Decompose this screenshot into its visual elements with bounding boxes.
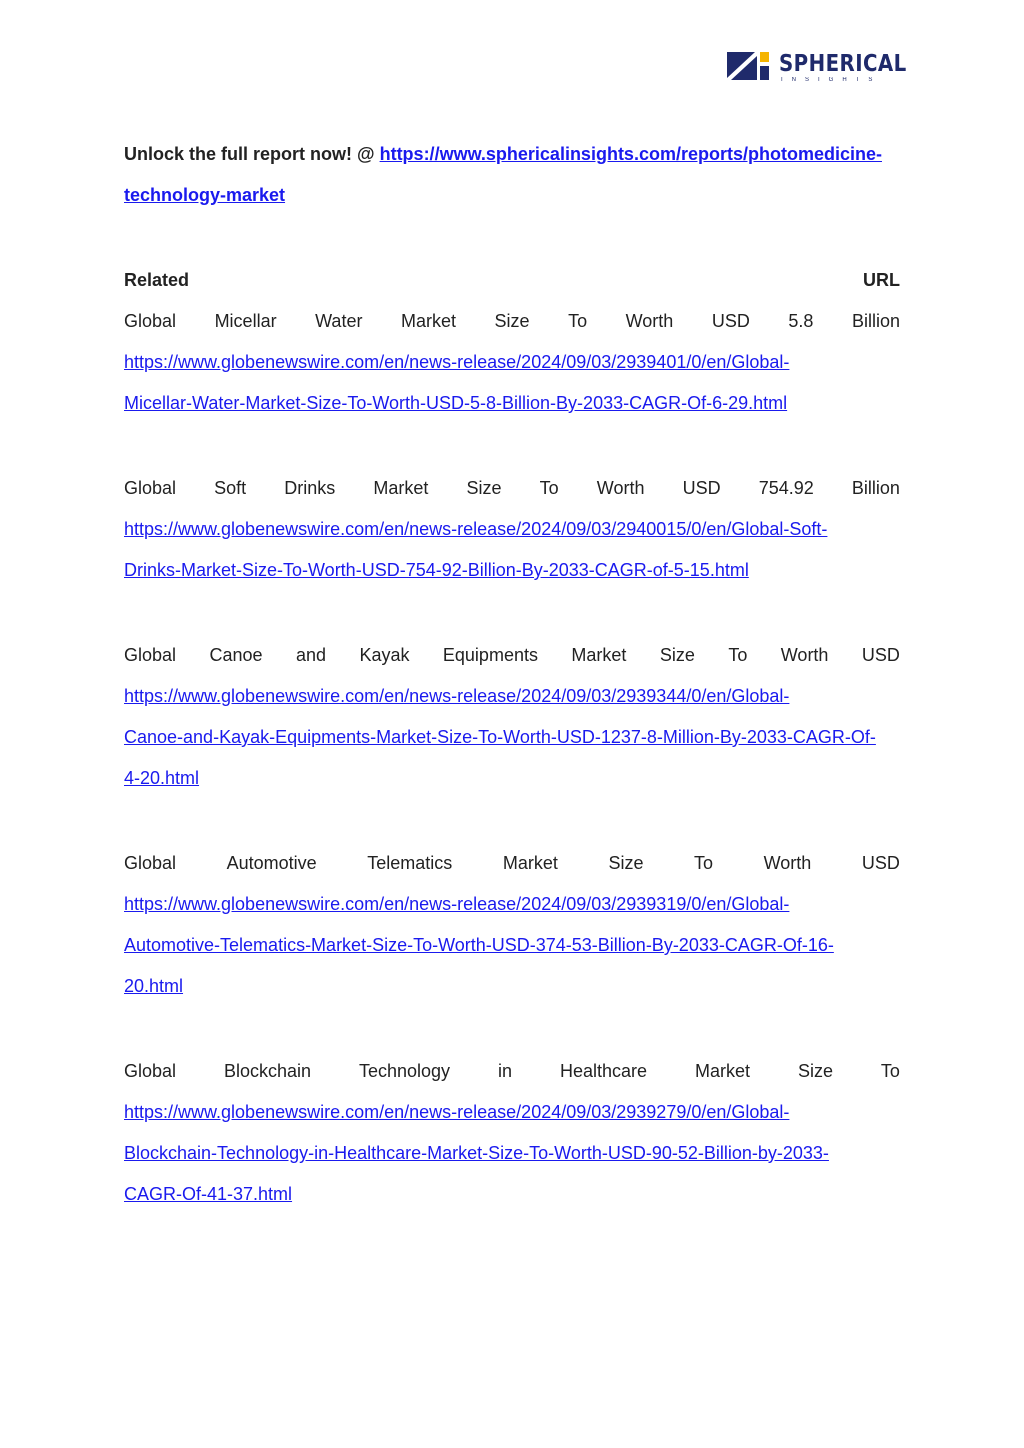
title-word: Market bbox=[694, 1061, 750, 1081]
title-word: Worth bbox=[763, 853, 812, 873]
title-word: Global bbox=[124, 311, 177, 331]
related-entry-title bbox=[124, 468, 900, 509]
related-entry-title bbox=[124, 843, 900, 884]
related-entry-title bbox=[124, 635, 900, 676]
related-entry bbox=[124, 468, 900, 591]
title-word: Size bbox=[466, 478, 502, 498]
title-word: Global bbox=[124, 853, 177, 873]
title-word: Automotive bbox=[226, 853, 317, 873]
title-word: To bbox=[694, 853, 714, 873]
logo-mark-icon bbox=[727, 52, 769, 80]
title-word: Technology bbox=[358, 1061, 451, 1081]
full-report-link-line2: technology-market bbox=[124, 185, 286, 205]
related-entry-link[interactable] bbox=[124, 509, 900, 591]
title-word: Kayak bbox=[359, 645, 410, 665]
title-word: Soft bbox=[214, 478, 247, 498]
related-entry-title bbox=[124, 301, 900, 342]
related-entry-url-line: https://www.globenewswire.com/en/news-release/2024/09/03/2939401/0/en/Global- bbox=[124, 352, 790, 372]
title-word: Global bbox=[124, 478, 177, 498]
title-word: Billion bbox=[851, 478, 900, 498]
title-word: USD bbox=[711, 311, 750, 331]
unlock-report-line bbox=[124, 134, 900, 216]
title-word: Worth bbox=[780, 645, 829, 665]
related-entry-url-line: 20.html bbox=[124, 976, 184, 996]
full-report-link-line1: https://www.sphericalinsights.com/reports/photomedicine- bbox=[379, 144, 882, 164]
title-word: Canoe bbox=[209, 645, 263, 665]
title-word: Market bbox=[571, 645, 627, 665]
related-entry-url-line: Drinks-Market-Size-To-Worth-USD-754-92-Billion-By-2033-CAGR-of-5-15.html bbox=[124, 560, 749, 580]
title-word: Size bbox=[494, 311, 530, 331]
title-word: Global bbox=[124, 1061, 177, 1081]
title-word: Market bbox=[373, 478, 429, 498]
title-word: Water bbox=[315, 311, 363, 331]
related-entry-title bbox=[124, 1051, 900, 1092]
related-entry-url-line: CAGR-Of-41-37.html bbox=[124, 1184, 293, 1204]
related-entry-url-line: https://www.globenewswire.com/en/news-release/2024/09/03/2939279/0/en/Global- bbox=[124, 1102, 790, 1122]
title-word: Size bbox=[797, 1061, 833, 1081]
title-word: Worth bbox=[596, 478, 645, 498]
related-entry-url-line: https://www.globenewswire.com/en/news-release/2024/09/03/2940015/0/en/Global-Soft- bbox=[124, 519, 828, 539]
title-word: 5.8 bbox=[788, 311, 814, 331]
logo-wordmark: SPHERICAL bbox=[779, 51, 907, 77]
title-word: 754.92 bbox=[758, 478, 814, 498]
related-entry-url-line: 4-20.html bbox=[124, 768, 200, 788]
related-entry bbox=[124, 843, 900, 1007]
title-word: Market bbox=[400, 311, 456, 331]
related-entry-url-line: Blockchain-Technology-in-Healthcare-Market-Size-To-Worth-USD-90-52-Billion-by-2033- bbox=[124, 1143, 829, 1163]
related-entry-link[interactable] bbox=[124, 342, 900, 424]
title-word: Healthcare bbox=[559, 1061, 648, 1081]
related-entry-link[interactable] bbox=[124, 1092, 900, 1215]
related-entry-link[interactable] bbox=[124, 676, 900, 799]
title-word: Micellar bbox=[214, 311, 277, 331]
related-entry bbox=[124, 1051, 900, 1215]
related-label: Related bbox=[124, 270, 190, 290]
title-word: To bbox=[539, 478, 559, 498]
title-word: and bbox=[295, 645, 326, 665]
title-word: Worth bbox=[625, 311, 674, 331]
related-entry-url-line: Micellar-Water-Market-Size-To-Worth-USD-5-8-Billion-By-2033-CAGR-Of-6-29.html bbox=[124, 393, 788, 413]
title-word: Blockchain bbox=[223, 1061, 312, 1081]
title-word: Market bbox=[502, 853, 558, 873]
title-word: in bbox=[498, 1061, 513, 1081]
title-word: USD bbox=[861, 645, 900, 665]
title-word: Size bbox=[608, 853, 644, 873]
spherical-insights-logo bbox=[727, 50, 907, 84]
title-word: To bbox=[568, 311, 588, 331]
title-word: To bbox=[880, 1061, 900, 1081]
url-label: URL bbox=[863, 270, 900, 290]
related-entry-url-line: Automotive-Telematics-Market-Size-To-Worth-USD-374-53-Billion-By-2033-CAGR-Of-16- bbox=[124, 935, 834, 955]
title-word: Drinks bbox=[284, 478, 336, 498]
related-header bbox=[124, 260, 900, 301]
related-entries-list bbox=[124, 301, 900, 1215]
related-entry-url-line: https://www.globenewswire.com/en/news-release/2024/09/03/2939319/0/en/Global- bbox=[124, 894, 790, 914]
title-word: USD bbox=[861, 853, 900, 873]
title-word: Global bbox=[124, 645, 177, 665]
related-entry-url-line: https://www.globenewswire.com/en/news-release/2024/09/03/2939344/0/en/Global- bbox=[124, 686, 790, 706]
title-word: Billion bbox=[851, 311, 900, 331]
logo-subtitle: INSIGHTS bbox=[781, 77, 882, 81]
title-word: Telematics bbox=[367, 853, 453, 873]
related-entry-link[interactable] bbox=[124, 884, 900, 1007]
title-word: Equipments bbox=[442, 645, 538, 665]
title-word: Size bbox=[659, 645, 695, 665]
document-body bbox=[124, 134, 900, 1215]
related-entry bbox=[124, 301, 900, 424]
related-entry-url-line: Canoe-and-Kayak-Equipments-Market-Size-To-Worth-USD-1237-8-Million-By-2033-CAGR-Of- bbox=[124, 727, 876, 747]
title-word: To bbox=[728, 645, 748, 665]
unlock-prefix: Unlock the full report now! @ bbox=[124, 144, 375, 164]
title-word: USD bbox=[682, 478, 721, 498]
related-entry bbox=[124, 635, 900, 799]
